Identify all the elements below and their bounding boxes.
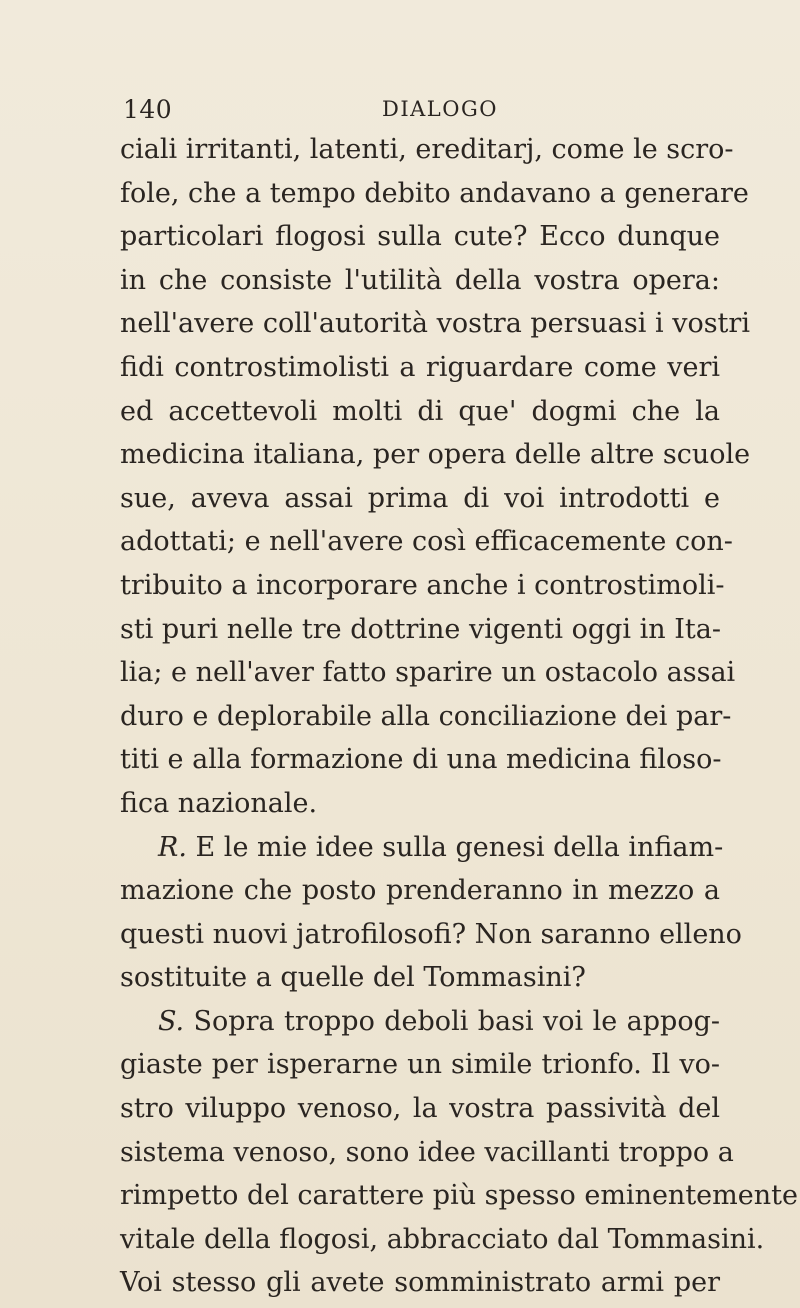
text-line: sostituite a quelle del Tommasini? bbox=[120, 962, 586, 994]
text-line: lia; e nell'aver fatto sparire un ostacolo assai bbox=[120, 657, 736, 689]
speaker-label: R. bbox=[158, 831, 187, 863]
paragraph-2 bbox=[120, 826, 742, 1000]
text-line bbox=[120, 1000, 720, 1044]
text-line: questi nuovi jatrofilosofi? Non saranno elleno bbox=[120, 918, 742, 950]
text-line: nell'avere coll'autorità vostra persuasi i vostri bbox=[120, 308, 750, 340]
text-line: vitale della flogosi, abbracciato dal Tommasini. bbox=[120, 1223, 765, 1255]
text-line: Voi stesso gli avete somministrato armi per bbox=[120, 1267, 720, 1299]
text-line: ed accettevoli molti di que' dogmi che la bbox=[120, 395, 720, 427]
text-line: stro viluppo venoso, la vostra passività del bbox=[120, 1093, 720, 1125]
text-line: rimpetto del carattere più spesso eminentemente bbox=[120, 1180, 798, 1212]
text-line: sue, aveva assai prima di voi introdotti e bbox=[120, 482, 720, 514]
text-line: particolari flogosi sulla cute? Ecco dunque bbox=[120, 221, 720, 253]
page-number: 140 bbox=[123, 95, 173, 124]
text-line: mazione che posto prenderanno in mezzo a bbox=[120, 875, 720, 907]
text-line: fica nazionale. bbox=[120, 787, 318, 819]
text-line: duro e deplorabile alla conciliazione dei par- bbox=[120, 700, 732, 732]
text-fragment: E le mie idee sulla genesi della infiam- bbox=[195, 831, 724, 863]
text-line: medicina italiana, per opera delle altre scuole bbox=[120, 439, 751, 471]
body-text bbox=[120, 128, 798, 1305]
paragraph-3 bbox=[120, 1000, 798, 1305]
text-line: sti puri nelle tre dottrine vigenti oggi in Ita- bbox=[120, 613, 721, 645]
text-line: fole, che a tempo debito andavano a generare bbox=[120, 177, 749, 209]
paragraph-1 bbox=[120, 128, 751, 826]
text-line: titi e alla formazione di una medicina filoso- bbox=[120, 744, 722, 776]
text-line: adottati; e nell'avere così efficacemente con- bbox=[120, 526, 733, 558]
text-line: tribuito a incorporare anche i controstimoli- bbox=[120, 569, 725, 601]
text-line: in che consiste l'utilità della vostra opera: bbox=[120, 264, 720, 296]
text-line bbox=[120, 826, 724, 870]
text-line: ciali irritanti, latenti, ereditarj, come le scro- bbox=[120, 134, 734, 165]
running-head: DIALOGO bbox=[382, 97, 498, 121]
text-fragment: Sopra troppo deboli basi voi le appog- bbox=[193, 1005, 720, 1037]
text-line: fidi controstimolisti a riguardare come veri bbox=[120, 351, 720, 383]
speaker-label: S. bbox=[158, 1005, 185, 1037]
page-header bbox=[120, 95, 720, 125]
text-line: giaste per isperarne un simile trionfo. Il vo- bbox=[120, 1049, 720, 1081]
text-line: sistema venoso, sono idee vacillanti troppo a bbox=[120, 1136, 734, 1168]
